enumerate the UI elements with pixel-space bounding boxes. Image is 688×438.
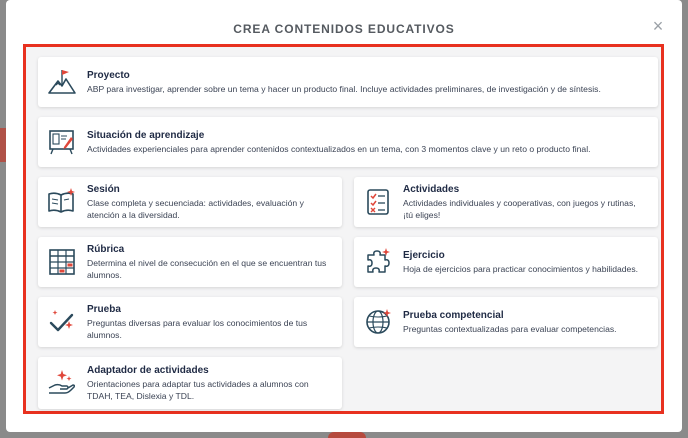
card-description: Orientaciones para adaptar tus actividades a alumnos con TDAH, TEA, Dislexia y TDL. [87,379,309,401]
close-icon[interactable]: × [652,16,664,36]
card-description: Preguntas contextualizadas para evaluar competencias. [403,324,617,334]
puzzle-piece-icon [363,247,393,277]
open-book-icon [47,187,77,217]
globe-icon [363,307,393,337]
content-type-list [23,44,664,414]
card-description: Preguntas diversas para evaluar los conocimientos de tus alumnos. [87,318,308,340]
card-title: Adaptador de actividades [87,365,209,376]
card-ejercicio[interactable] [354,237,658,287]
hand-sparkle-icon [47,368,77,398]
card-description: Hoja de ejercicios para practicar conocimientos y habilidades. [403,264,639,274]
card-rubrica[interactable] [38,237,342,287]
card-prueba[interactable] [38,297,342,347]
checkmark-sparkle-icon [47,307,77,337]
grid-table-icon [47,247,77,277]
card-prueba-competencial[interactable] [354,297,658,347]
create-content-modal [6,0,682,432]
card-description: Actividades experienciales para aprender contenidos contextualizados en un tema, con 3 momentos clave y un reto o producto final. [87,144,591,154]
card-title: Prueba competencial [403,310,504,321]
card-description: ABP para investigar, aprender sobre un tema y hacer un producto final. Incluye actividades preliminares, de investigación y de síntesis. [87,84,601,94]
card-title: Proyecto [87,70,130,81]
card-description: Determina el nivel de consecución en el que se encuentran tus alumnos. [87,258,327,280]
board-pencil-icon [47,127,77,157]
card-description: Actividades individuales y cooperativas, con juegos y rutinas, ¡tú eliges! [403,198,636,220]
background-accent-bottom [328,432,366,438]
card-title: Ejercicio [403,250,445,261]
modal-title: CREA CONTENIDOS EDUCATIVOS [233,22,455,36]
card-situacion-de-aprendizaje[interactable] [38,117,658,167]
card-title: Prueba [87,304,121,315]
card-title: Actividades [403,184,460,195]
checklist-icon [363,187,393,217]
card-actividades[interactable] [354,177,658,227]
card-title: Situación de aprendizaje [87,130,205,141]
card-sesion[interactable] [38,177,342,227]
card-adaptador-de-actividades[interactable] [38,357,342,409]
card-title: Sesión [87,184,120,195]
card-description: Clase completa y secuenciada: actividades, evaluación y atención a la diversidad. [87,198,304,220]
card-proyecto[interactable] [38,57,658,107]
card-title: Rúbrica [87,244,125,255]
mountain-flag-icon [47,67,77,97]
